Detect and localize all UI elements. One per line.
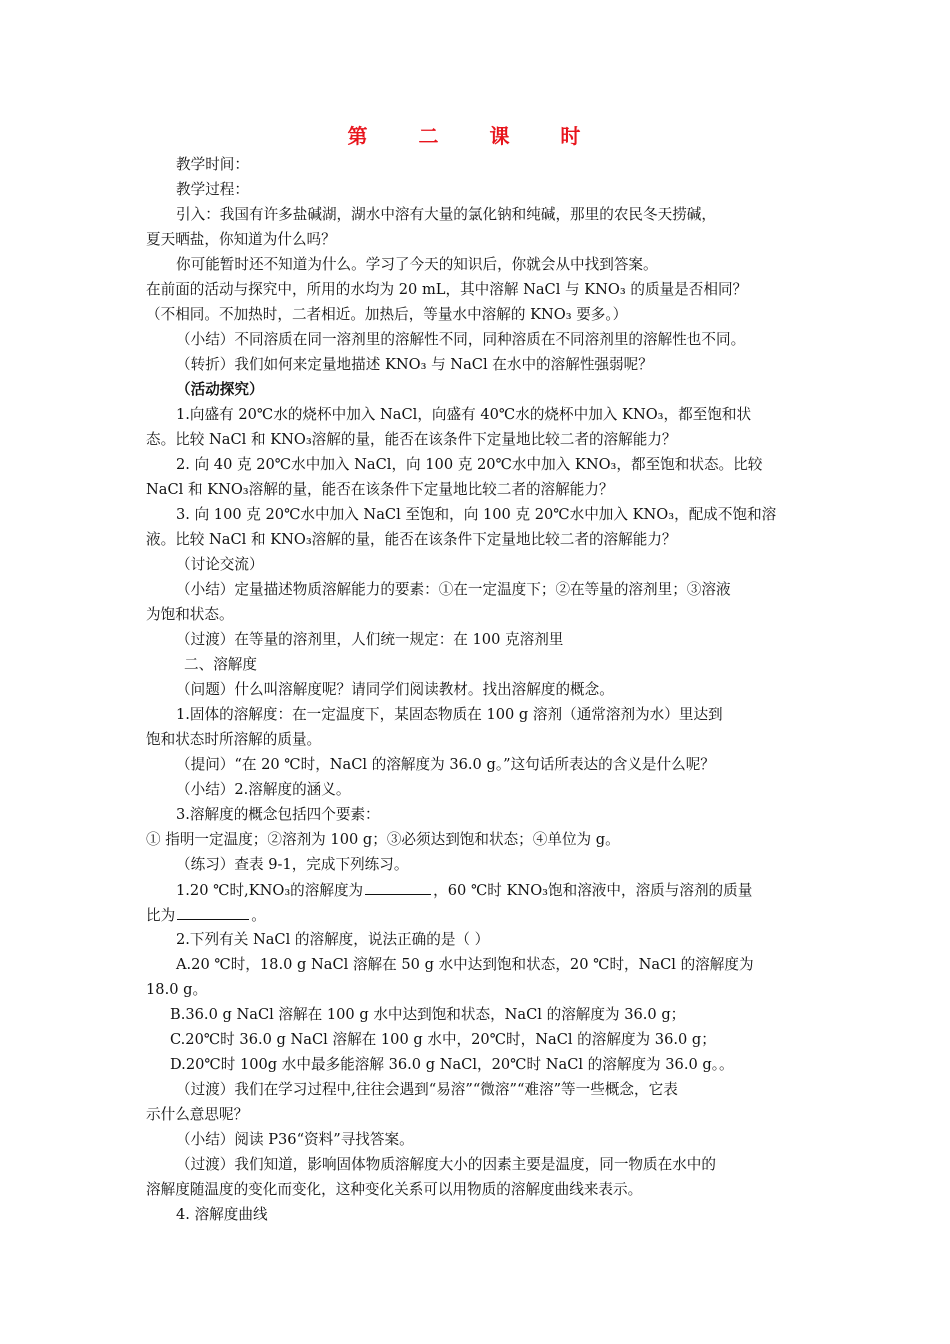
exercise-text: 。: [251, 907, 266, 924]
exercise-line: [146, 903, 266, 927]
text-line: 教学时间：: [176, 156, 249, 173]
text-line: （练习）查表 9-1，完成下列练习。: [176, 856, 409, 873]
text-line: 2.下列有关 NaCl 的溶解度，说法正确的是（ ）: [176, 931, 490, 948]
text-line: （讨论交流）: [176, 556, 264, 573]
option-a-cont: 18.0 g。: [146, 981, 208, 998]
answer-blank[interactable]: [177, 903, 249, 920]
text-line: （过渡）在等量的溶剂里，人们统一规定：在 100 克溶剂里: [176, 631, 564, 648]
text-line: （过渡）我们知道，影响固体物质溶解度大小的因素主要是温度，同一物质在水中的: [176, 1156, 716, 1173]
option-b: B.36.0 g NaCl 溶解在 100 g 水中达到饱和状态，NaCl 的溶解度为 36.0 g；: [170, 1006, 686, 1023]
text-line: 你可能暂时还不知道为什么。学习了今天的知识后，你就会从中找到答案。: [176, 256, 658, 273]
text-line: 引入：我国有许多盐碱湖，湖水中溶有大量的氯化钠和纯碱，那里的农民冬天捞碱，: [176, 206, 716, 223]
text-line: 1.固体的溶解度：在一定温度下，某固态物质在 100 g 溶剂（通常溶剂为水）里达到: [176, 706, 723, 723]
text-line: 为饱和状态。: [146, 606, 234, 623]
answer-blank[interactable]: [365, 878, 431, 895]
text-line: （转折）我们如何来定量地描述 KNO₃ 与 NaCl 在水中的溶解性强弱呢？: [176, 356, 653, 373]
exercise-line: [176, 878, 752, 902]
text-line: 3. 向 100 克 20℃水中加入 NaCl 至饱和，向 100 克 20℃水中加入 KNO₃，配成不饱和溶: [176, 506, 777, 523]
option-a: A.20 ℃时，18.0 g NaCl 溶解在 50 g 水中达到饱和状态，20 ℃时，NaCl 的溶解度为: [176, 956, 754, 973]
text-line: 2. 向 40 克 20℃水中加入 NaCl，向 100 克 20℃水中加入 KNO₃，都至饱和状态。比较: [176, 456, 763, 473]
text-line: 饱和状态时所溶解的质量。: [146, 731, 322, 748]
section-heading: （活动探究）: [176, 381, 264, 398]
text-line: 夏天晒盐，你知道为什么吗？: [146, 231, 336, 248]
text-line: 液。比较 NaCl 和 KNO₃溶解的量，能否在该条件下定量地比较二者的溶解能力？: [146, 531, 677, 548]
text-line: 教学过程：: [176, 181, 249, 198]
text-line: 1.向盛有 20℃水的烧杯中加入 NaCl，向盛有 40℃水的烧杯中加入 KNO₃，都至饱和状: [176, 406, 752, 423]
option-d: D.20℃时 100g 水中最多能溶解 36.0 g NaCl，20℃时 NaCl 的溶解度为 36.0 g。。: [170, 1056, 734, 1073]
text-line: ① 指明一定温度；②溶剂为 100 g；③必须达到饱和状态；④单位为 g。: [146, 831, 620, 848]
text-line: （问题）什么叫溶解度呢？请同学们阅读教材。找出溶解度的概念。: [176, 681, 614, 698]
text-line: 在前面的活动与探究中，所用的水均为 20 mL，其中溶解 NaCl 与 KNO₃ 的质量是否相同？: [146, 281, 748, 298]
text-line: （小结）阅读 P36“资料”寻找答案。: [176, 1131, 414, 1148]
text-line: NaCl 和 KNO₃溶解的量，能否在该条件下定量地比较二者的溶解能力？: [146, 481, 614, 498]
text-line: 3.溶解度的概念包括四个要素：: [176, 806, 380, 823]
exercise-text: 比为: [146, 907, 176, 924]
exercise-text: ，60 ℃时 KNO₃饱和溶液中，溶质与溶剂的质量: [433, 882, 753, 899]
text-line: （过渡）我们在学习过程中,往往会遇到“易溶”“微溶”“难溶”等一些概念，它表: [176, 1081, 678, 1098]
text-line: 态。比较 NaCl 和 KNO₃溶解的量，能否在该条件下定量地比较二者的溶解能力？: [146, 431, 677, 448]
text-line: 示什么意思呢？: [146, 1106, 249, 1123]
text-line: （小结）不同溶质在同一溶剂里的溶解性不同，同种溶质在不同溶剂里的溶解性也不同。: [176, 331, 746, 348]
text-line: （不相同。不加热时，二者相近。加热后，等量水中溶解的 KNO₃ 要多。）: [146, 306, 628, 323]
text-line: 4. 溶解度曲线: [176, 1206, 268, 1223]
text-line: （小结）定量描述物质溶解能力的要素：①在一定温度下；②在等量的溶剂里；③溶液: [176, 581, 731, 598]
lesson-title: 第 二 课 时: [347, 124, 603, 148]
exercise-text: 1.20 ℃时,KNO₃的溶解度为: [176, 882, 364, 899]
text-line: （提问）“在 20 ℃时，NaCl 的溶解度为 36.0 g。”这句话所表达的含义是什么呢？: [176, 756, 715, 773]
section-heading: 二、溶解度: [184, 656, 257, 673]
option-c: C.20℃时 36.0 g NaCl 溶解在 100 g 水中，20℃时，NaCl 的溶解度为 36.0 g；: [170, 1031, 716, 1048]
text-line: 溶解度随温度的变化而变化，这种变化关系可以用物质的溶解度曲线来表示。: [146, 1181, 643, 1198]
text-line: （小结）2.溶解度的涵义。: [176, 781, 351, 798]
